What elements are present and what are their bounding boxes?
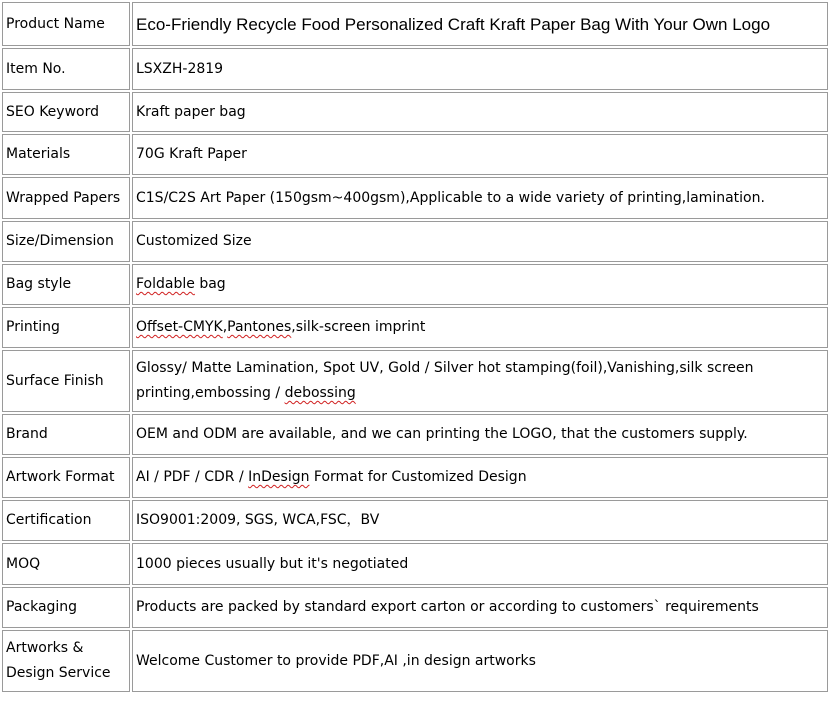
value-text: Customized Size (136, 233, 252, 249)
value-text: Eco-Friendly Recycle Food Personalized Craft Kraft Paper Bag With Your Own Logo (136, 14, 771, 34)
spec-label: Certification (2, 500, 130, 541)
value-text: 70G Kraft Paper (136, 146, 247, 162)
value-text: Welcome Customer to provide PDF,AI ,in design artworks (136, 652, 536, 669)
spec-value (132, 500, 828, 541)
spec-row (2, 350, 828, 412)
spec-row (2, 92, 828, 132)
spec-label: Surface Finish (2, 350, 130, 412)
value-text: , (222, 319, 228, 335)
spec-value (132, 414, 828, 455)
spec-label: Bag style (2, 264, 130, 305)
spec-value (132, 134, 828, 175)
value-text: AI / PDF / CDR / (136, 469, 249, 485)
spec-row (2, 457, 828, 498)
spec-label: Artwork Format (2, 457, 130, 498)
spellcheck-flagged-word: InDesign (248, 469, 310, 485)
value-text: OEM and ODM are available, and we can printing the LOGO, that the customers supply. (136, 426, 748, 442)
value-text: 1000 pieces usually but it's negotiated (136, 555, 409, 572)
spec-value (132, 92, 828, 132)
spec-row (2, 134, 828, 175)
spec-row (2, 264, 828, 305)
spec-label: Wrapped Papers (2, 177, 130, 219)
spec-value (132, 2, 828, 46)
spec-label: Size/Dimension (2, 221, 130, 262)
spec-value (132, 543, 828, 585)
spec-value (132, 630, 828, 692)
value-text: ,silk-screen imprint (291, 319, 426, 335)
spec-value (132, 457, 828, 498)
spec-row (2, 48, 828, 90)
value-text: bag (194, 276, 226, 292)
spec-value (132, 221, 828, 262)
value-text: C1S/C2S Art Paper (150gsm~400gsm),Applicable to a wide variety of printing,lamination. (136, 189, 765, 206)
spellcheck-flagged-word: Foldable (136, 276, 195, 292)
value-text: Glossy/ Matte Lamination, Spot UV, Gold / Silver hot stamping(foil),Vanishing,silk screen printing,embossing / (136, 360, 754, 401)
spec-label: Printing (2, 307, 130, 348)
spec-label: Product Name (2, 2, 130, 46)
value-text: LSXZH-2819 (136, 60, 224, 77)
spec-label: Artworks & Design Service (2, 630, 130, 692)
spellcheck-flagged-word: Pantones (227, 319, 292, 335)
value-text: Products are packed by standard export carton or according to customers` requirements (136, 599, 759, 615)
spec-row (2, 177, 828, 219)
spec-row (2, 2, 828, 46)
spec-row (2, 587, 828, 628)
spec-row (2, 500, 828, 541)
spec-value (132, 177, 828, 219)
spec-value (132, 587, 828, 628)
spec-label: MOQ (2, 543, 130, 585)
spellcheck-flagged-word: debossing (284, 385, 356, 401)
spec-value (132, 264, 828, 305)
spec-row (2, 414, 828, 455)
spec-row (2, 630, 828, 692)
spec-label: Item No. (2, 48, 130, 90)
spec-row (2, 543, 828, 585)
spec-row (2, 307, 828, 348)
spec-label: Materials (2, 134, 130, 175)
spellcheck-flagged-word: Offset-CMYK (136, 319, 223, 335)
spec-value (132, 48, 828, 90)
spec-value (132, 350, 828, 412)
spec-value (132, 307, 828, 348)
spec-label: Packaging (2, 587, 130, 628)
value-text: Kraft paper bag (136, 103, 246, 120)
value-text: Format for Customized Design (309, 469, 527, 485)
spec-label: Brand (2, 414, 130, 455)
spec-row (2, 221, 828, 262)
spec-label: SEO Keyword (2, 92, 130, 132)
value-text: ISO9001:2009, SGS, WCA,FSC，BV (136, 512, 380, 528)
product-spec-table-body (2, 2, 828, 692)
